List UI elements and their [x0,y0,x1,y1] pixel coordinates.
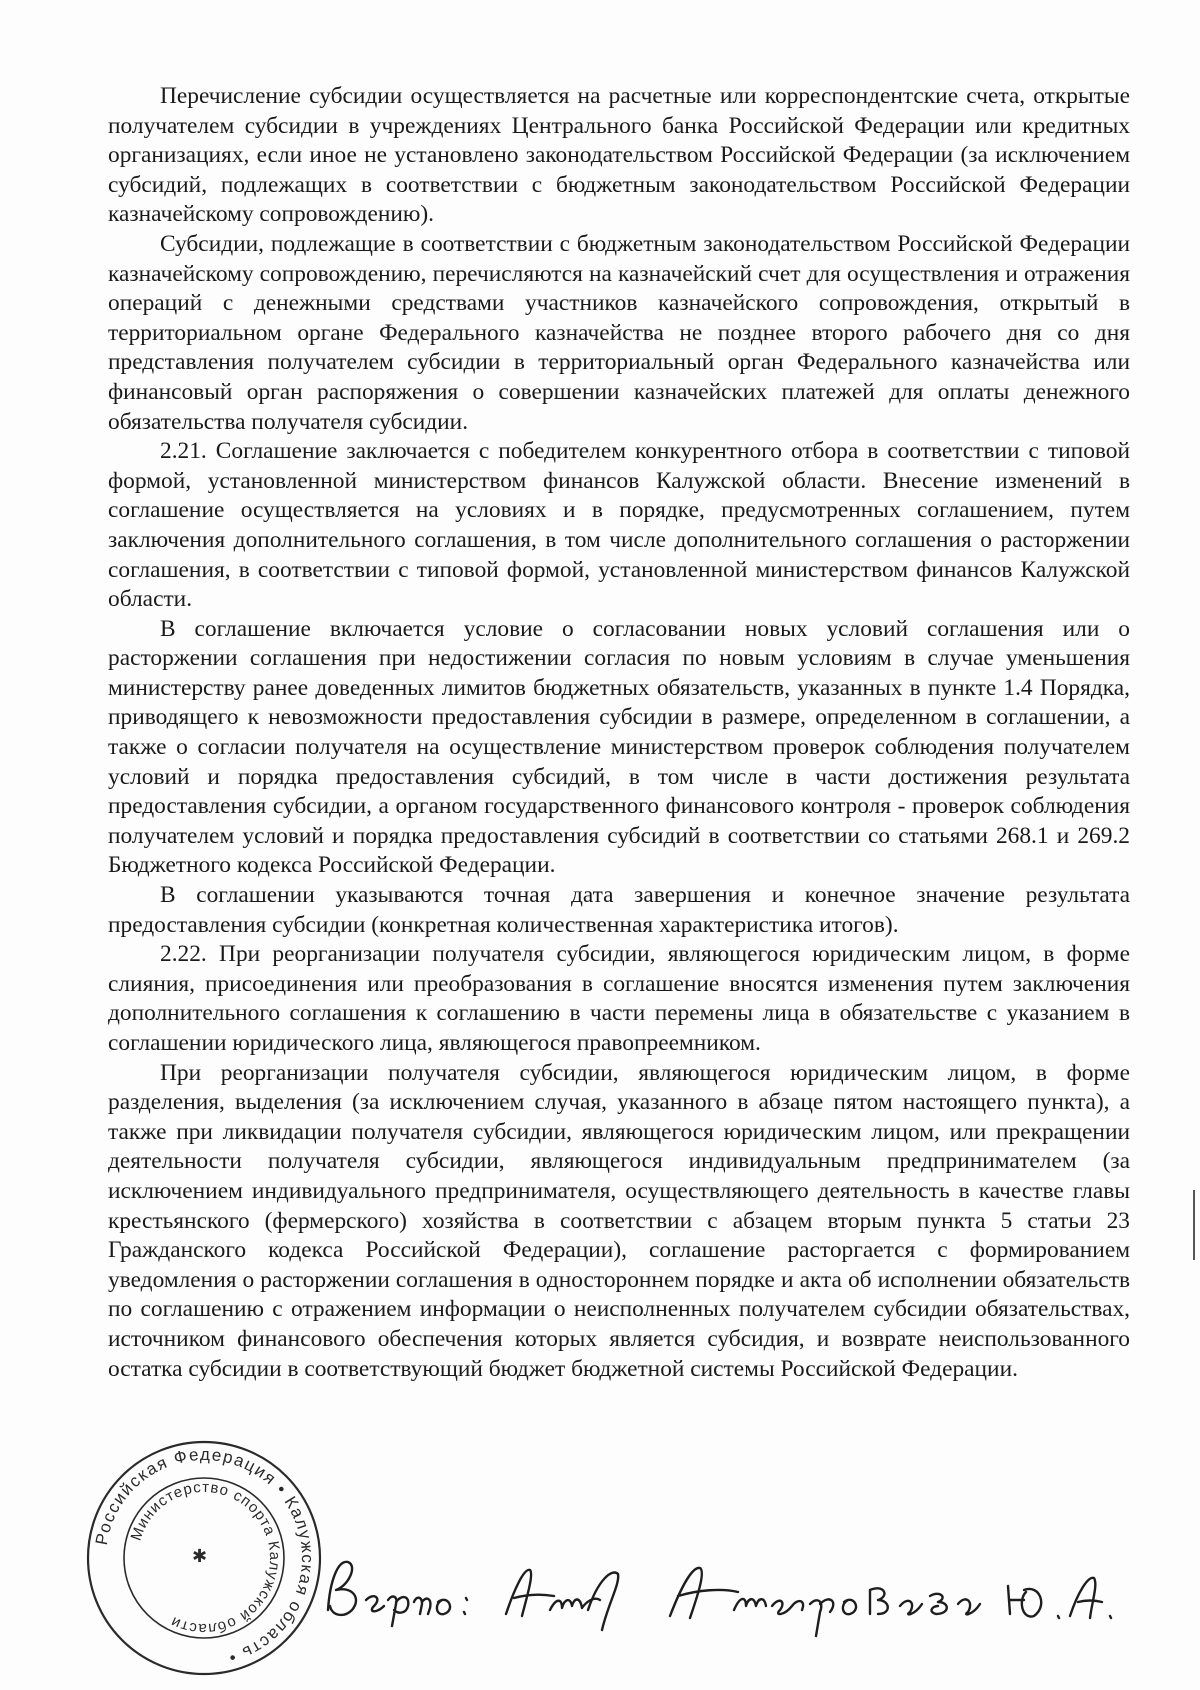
paragraph-transfer-accounts: Перечисление субсидии осуществляется на расчетные или корреспондентские счета, открытые получателем субсидии в учреждениях Центрального банка Российской Федерации или кредитных организациях, если иное не установлено законодательством Российской Федерации (за исключением субсидий, подлежащих в соответствии с бюджетным законодательством Российской Федерации казначейскому сопровождению). [108,83,1130,228]
svg-text:Министерство спорта Калужской: Министерство спорта Калужской области [127,1478,284,1638]
paragraph-result-date: В соглашении указываются точная дата завершения и конечное значение результата предоставления субсидии (конкретная количественная характеристика итогов). [108,882,1130,938]
official-seal [84,1438,324,1678]
signature-strokes [318,1540,1118,1650]
svg-text:✱: ✱ [192,1546,208,1566]
paragraph-reorganization: При реорганизации получателя субсидии, являющегося юридическим лицом, в форме разделения, выделения (за исключением случая, указанного в абзаце пятом настоящего пункта), а также при ликвидации получателя субсидии, являющегося юридическим лицом, или прекращении деятельности получателя субсидии, являющегося индивидуальным предпринимателем (за исключением индивидуального предпринимателя, осуществляющего деятельность в качестве главы крестьянского (фермерского) хозяйства в соответствии с абзацем вторым пункта 5 статьи 23 Гражданского кодекса Российской Федерации), соглашение расторгается с формированием уведомления о расторжении соглашения в одностороннем порядке и акта об исполнении обязательств по соглашению с отражением информации о неисполненных получателем субсидии обязательствах, источником финансового обеспечения которых является субсидия, и возврате неиспользованного остатка субсидии в соответствующий бюджет бюджетной системы Российской Федерации. [108,1059,1130,1382]
paragraph-2-22: 2.22. При реорганизации получателя субсидии, являющегося юридическим лицом, в форме слияния, присоединения или преобразования в соглашение вносятся изменения путем заключения дополнительного соглашения к соглашению в части перемены лица в обязательстве с указанием в соглашении юридического лица, являющегося правопреемником. [108,941,1130,1056]
svg-text:Российская Федерация • Калуж: Российская Федерация • Калужская область • [91,1444,318,1668]
scan-edge-mark [1193,1190,1195,1260]
seal-graphic [84,1438,324,1678]
paragraph-2-21: 2.21. Соглашение заключается с победителем конкурентного отбора в соответствии с типовой формой, установленной министерством финансов Калужской области. Внесение изменений в соглашение осуществляется на условиях и в порядке, предусмотренных соглашением, путем заключения дополнительного соглашения, в том числе дополнительного соглашения о расторжении соглашения, в соответствии с типовой формой, установленной министерством финансов Калужской области. [108,438,1130,613]
paragraph-treasury-support: Субсидии, подлежащие в соответствии с бюджетным законодательством Российской Федерации казначейскому сопровождению, перечисляются на казначейский счет для осуществления и отражения операций с денежными средствами участников казначейского сопровождения, открытый в территориальном органе Федерального казначейства не позднее второго рабочего дня со дня представления получателем субсидии в территориальный орган Федерального казначейства или финансовый орган распоряжения о совершении казначейских платежей для оплаты денежного обязательства получателя субсидии. [108,230,1130,435]
document-body [108,82,1130,1384]
handwritten-signature [318,1540,1118,1650]
paragraph-agreement-conditions: В соглашение включается условие о согласовании новых условий соглашения или о расторжении соглашения при недостижении согласия по новым условиям в случае уменьшения министерству ранее доведенных лимитов бюджетных обязательств, указанных в пункте 1.4 Порядка, приводящего к невозможности предоставления субсидии в размере, определенном в соглашении, а также о согласии получателя на осуществление министерством проверок соблюдения получателем условий и порядка предоставления субсидий, в том числе в части достижения результата предоставления субсидии, а органом государственного финансового контроля - проверок соблюдения получателем условий и порядка предоставления субсидий в соответствии со статьями 268.1 и 269.2 Бюджетного кодекса Российской Федерации. [108,615,1130,879]
